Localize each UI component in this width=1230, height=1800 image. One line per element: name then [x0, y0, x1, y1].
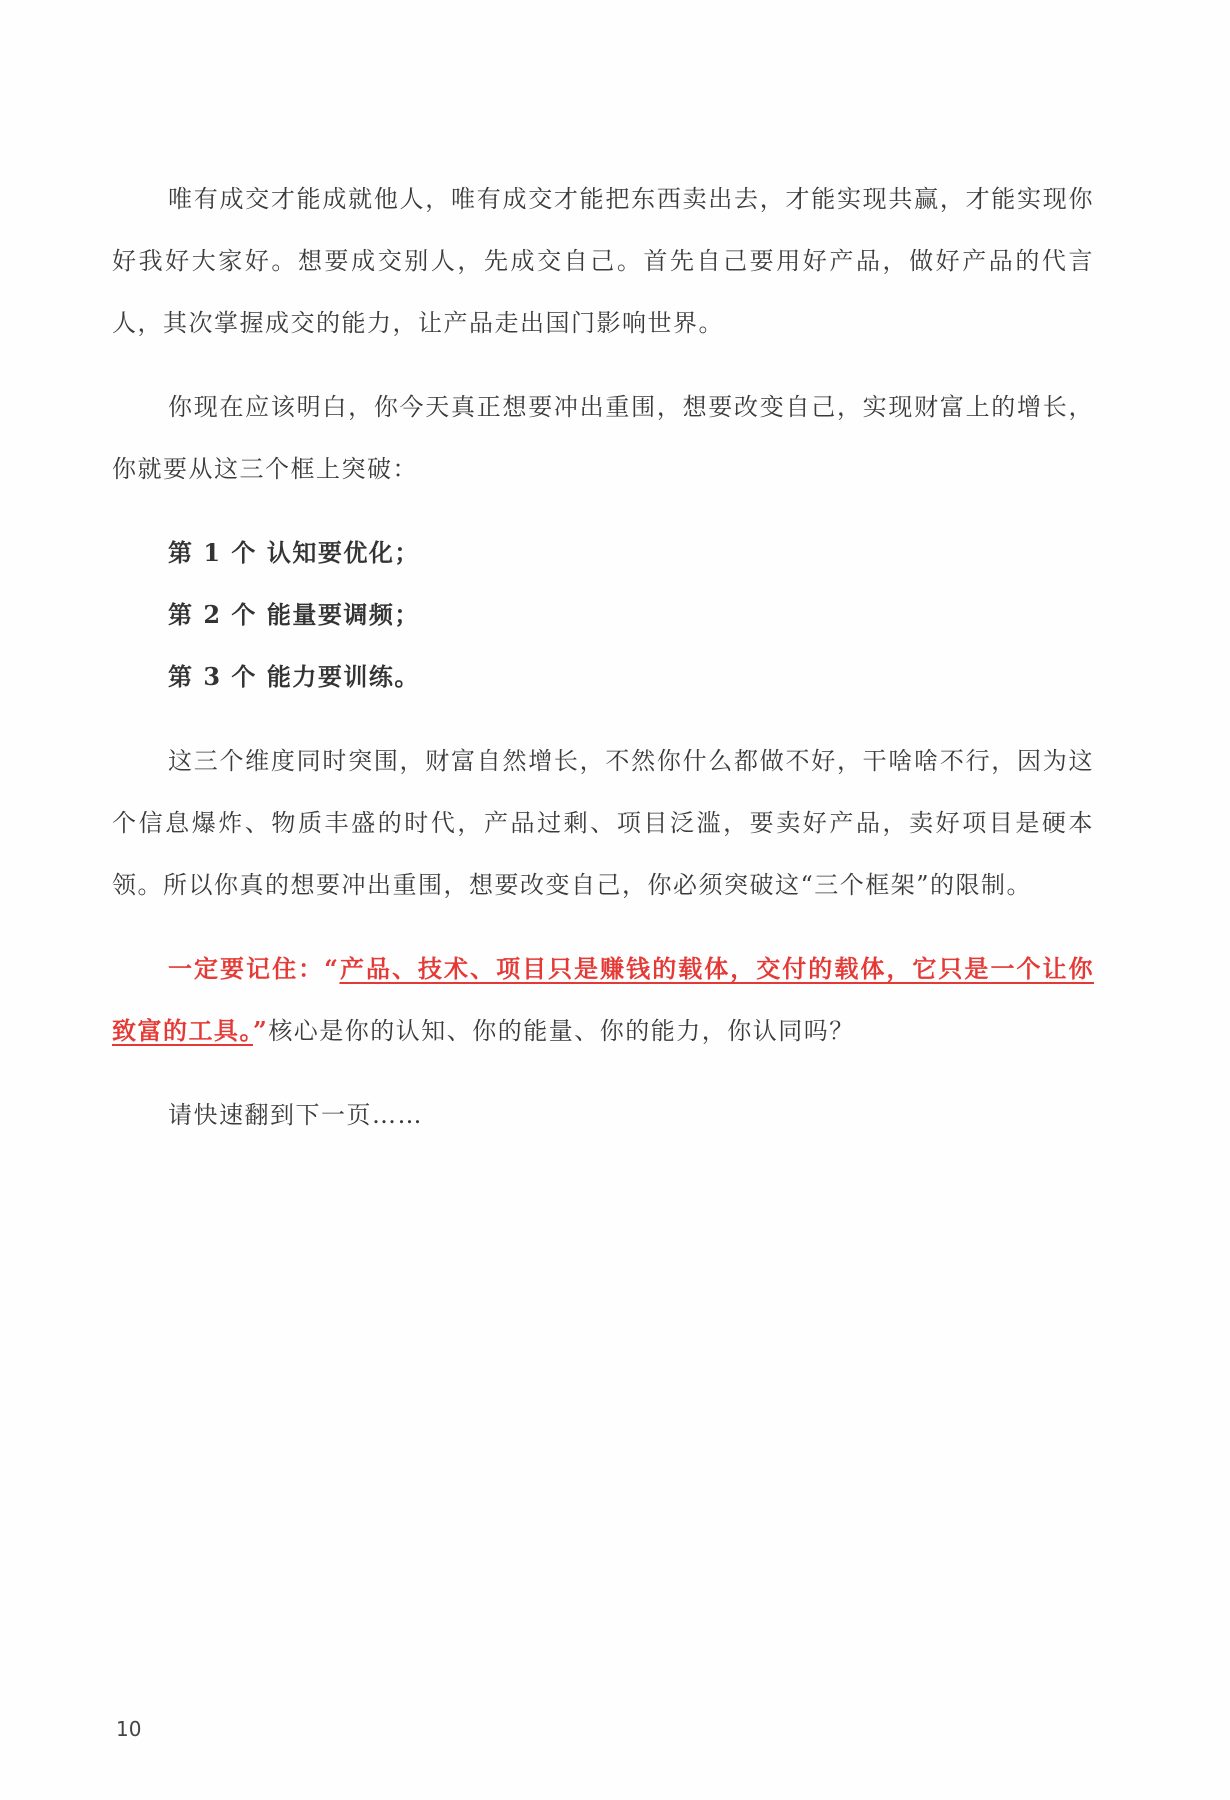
- highlight-lead: 一定要记住：: [168, 954, 325, 983]
- highlight-quote-close: ”: [253, 1016, 269, 1045]
- highlight-rest: 核心是你的认知、你的能量、你的能力，你认同吗？: [268, 1017, 855, 1045]
- list-item-text: 能力要训练。: [266, 662, 420, 691]
- paragraph-next-page: 请快速翻到下一页……: [168, 1101, 423, 1129]
- page-number: 10: [116, 1717, 142, 1741]
- list-item-cognition: [112, 522, 1094, 584]
- list-item-energy: [112, 584, 1094, 646]
- list-item-number: 第 1 个: [168, 538, 257, 567]
- list-item-number: 第 3 个: [168, 662, 257, 691]
- list-item-text: 能量要调频；: [266, 600, 420, 629]
- page-content: [112, 168, 1094, 1168]
- list-item-number: 第 2 个: [168, 600, 257, 629]
- paragraph-closing-deals: 唯有成交才能成就他人，唯有成交才能把东西卖出去，才能实现共赢，才能实现你好我好大家好。想要成交别人，先成交自己。首先自己要用好产品，做好产品的代言人，其次掌握成交的能力，让产品走出国门影响世界。: [112, 185, 1094, 337]
- highlight-quote: 产品、技术、项目只是赚钱的载体，交付的载体，它只是一个让你致富的工具。: [112, 954, 1095, 1045]
- highlight-quote-open: “: [324, 954, 340, 983]
- list-item-text: 认知要优化；: [266, 538, 420, 567]
- list-item-ability: [112, 646, 1094, 708]
- paragraph-breakthrough: 这三个维度同时突围，财富自然增长，不然你什么都做不好，干啥啥不行，因为这个信息爆炸、物质丰盛的时代，产品过剩、项目泛滥，要卖好产品，卖好项目是硬本领。所以你真的想要冲出重围，想要改变自己，你必须突破这“三个框架”的限制。: [112, 747, 1094, 899]
- three-frames-list: [112, 522, 1094, 708]
- paragraph-highlight: [112, 938, 1094, 1062]
- paragraph-three-frames-intro: 你现在应该明白，你今天真正想要冲出重围，想要改变自己，实现财富上的增长，你就要从这三个框上突破：: [112, 393, 1094, 483]
